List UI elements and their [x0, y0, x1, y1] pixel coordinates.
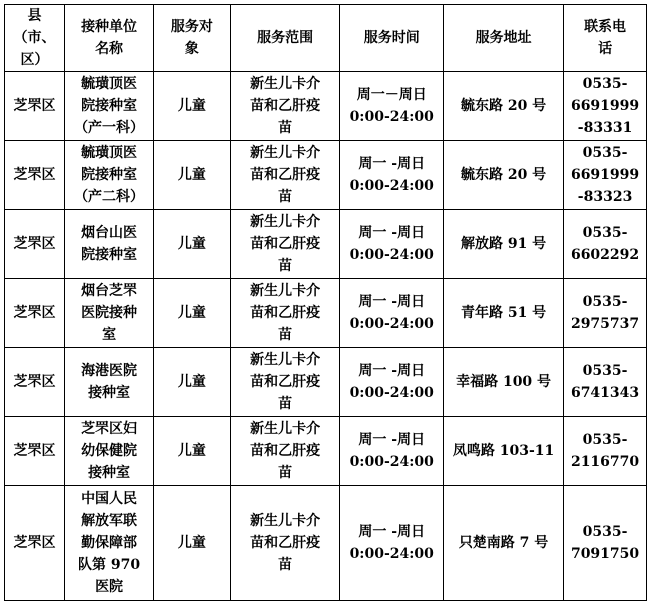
cell-scope: 新生儿卡介 苗和乙肝疫 苗 [230, 279, 340, 348]
cell-scope: 新生儿卡介 苗和乙肝疫 苗 [230, 72, 340, 141]
header-district: 县（市、 区） [5, 5, 65, 72]
cell-hours: 周一 -周日 0:00-24:00 [340, 210, 444, 279]
cell-district: 芝罘区 [5, 279, 65, 348]
cell-unit-name: 毓璜顶医 院接种室 （产一科） [65, 72, 154, 141]
cell-target: 儿童 [154, 486, 231, 601]
cell-district: 芝罘区 [5, 348, 65, 417]
cell-phone: 0535- 6602292 [564, 210, 647, 279]
cell-phone: 0535- 6691999 -83323 [564, 141, 647, 210]
cell-target: 儿童 [154, 72, 231, 141]
cell-district: 芝罘区 [5, 417, 65, 486]
cell-address: 毓东路 20 号 [444, 72, 564, 141]
cell-address: 幸福路 100 号 [444, 348, 564, 417]
header-scope: 服务范围 [230, 5, 340, 72]
cell-scope: 新生儿卡介 苗和乙肝疫 苗 [230, 486, 340, 601]
cell-address: 毓东路 20 号 [444, 141, 564, 210]
cell-target: 儿童 [154, 348, 231, 417]
cell-hours: 周一 -周日 0:00-24:00 [340, 279, 444, 348]
cell-district: 芝罘区 [5, 486, 65, 601]
header-phone: 联系电 话 [564, 5, 647, 72]
cell-district: 芝罘区 [5, 141, 65, 210]
table-row [5, 486, 647, 601]
cell-target: 儿童 [154, 417, 231, 486]
cell-phone: 0535- 6741343 [564, 348, 647, 417]
cell-unit-name: 烟台山医 院接种室 [65, 210, 154, 279]
table-row [5, 141, 647, 210]
cell-scope: 新生儿卡介 苗和乙肝疫 苗 [230, 348, 340, 417]
header-target: 服务对 象 [154, 5, 231, 72]
cell-district: 芝罘区 [5, 210, 65, 279]
cell-target: 儿童 [154, 210, 231, 279]
cell-scope: 新生儿卡介 苗和乙肝疫 苗 [230, 210, 340, 279]
cell-unit-name: 海港医院 接种室 [65, 348, 154, 417]
vaccination-sites-table [4, 4, 647, 601]
cell-phone: 0535- 2975737 [564, 279, 647, 348]
cell-unit-name: 芝罘区妇 幼保健院 接种室 [65, 417, 154, 486]
cell-unit-name: 烟台芝罘 医院接种 室 [65, 279, 154, 348]
cell-unit-name: 毓璜顶医 院接种室 （产二科） [65, 141, 154, 210]
cell-scope: 新生儿卡介 苗和乙肝疫 苗 [230, 141, 340, 210]
table-row [5, 417, 647, 486]
cell-target: 儿童 [154, 279, 231, 348]
cell-hours: 周一 -周日 0:00-24:00 [340, 417, 444, 486]
table-row [5, 348, 647, 417]
cell-address: 凤鸣路 103-11 [444, 417, 564, 486]
cell-address: 解放路 91 号 [444, 210, 564, 279]
cell-hours: 周一－周日 0:00-24:00 [340, 72, 444, 141]
table-row [5, 279, 647, 348]
cell-hours: 周一 -周日 0:00-24:00 [340, 486, 444, 601]
cell-address: 青年路 51 号 [444, 279, 564, 348]
cell-phone: 0535- 2116770 [564, 417, 647, 486]
cell-unit-name: 中国人民 解放军联 勤保障部 队第 970 医院 [65, 486, 154, 601]
table-row [5, 72, 647, 141]
header-address: 服务地址 [444, 5, 564, 72]
cell-hours: 周一 -周日 0:00-24:00 [340, 348, 444, 417]
cell-hours: 周一 -周日 0:00-24:00 [340, 141, 444, 210]
table-header-row [5, 5, 647, 72]
cell-address: 只楚南路 7 号 [444, 486, 564, 601]
cell-phone: 0535- 6691999 -83331 [564, 72, 647, 141]
cell-district: 芝罘区 [5, 72, 65, 141]
cell-scope: 新生儿卡介 苗和乙肝疫 苗 [230, 417, 340, 486]
cell-phone: 0535- 7091750 [564, 486, 647, 601]
header-hours: 服务时间 [340, 5, 444, 72]
header-unit-name: 接种单位 名称 [65, 5, 154, 72]
cell-target: 儿童 [154, 141, 231, 210]
table-row [5, 210, 647, 279]
